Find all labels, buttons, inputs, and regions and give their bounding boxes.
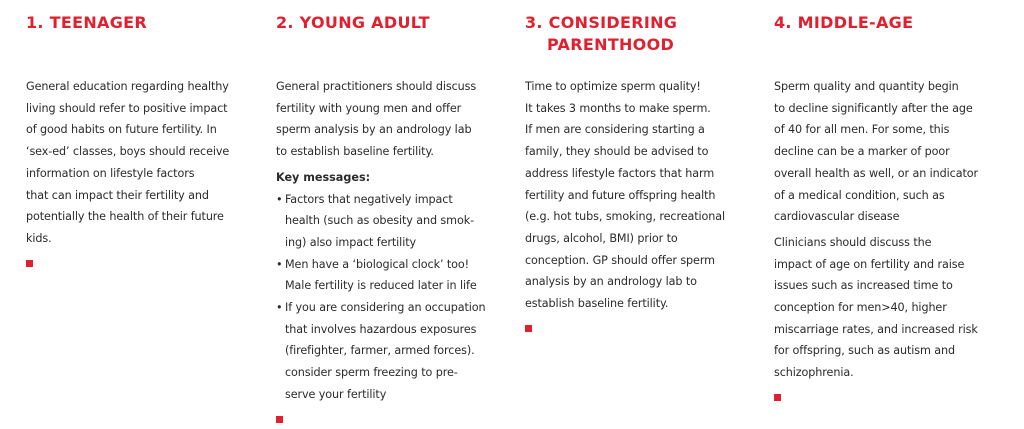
section-body: Time to optimize sperm quality! It takes 3 months to make sperm. If men are considering starting a family, they should be advised to address lifestyle factors that harm fertility and future offspring health (e.g. hot tubs, smoking, recreational drugs, alcohol, BMI) prior to conception. GP should offer sperm analysis by an andrology lab to establish baseline fertility. [525,80,726,311]
key-messages-heading: Key messages: [276,170,371,184]
bullet-icon: • [276,257,283,271]
list-item-text: Factors that negatively impact health (such as obesity and smok- ing) also impact fertility [285,192,475,249]
section-body: General practitioners should discuss fertility with young men and offer sperm analysis by an andrology lab to establish baseline fertility. [276,80,477,159]
section-title: 4. MIDDLE-AGE [774,13,914,32]
end-marker-square [26,260,33,267]
section-title: 1. TEENAGER [26,13,148,32]
section-body: Sperm quality and quantity begin to decline significantly after the age of 40 for all men. For some, this decline can be a marker of poor overall health as well, or an indicator of a medical condition, such as cardiovascular disease [774,80,978,224]
list-item [276,297,504,406]
section-title-line-1: 3. CONSIDERING [525,13,678,32]
section-body: General education regarding healthy living should refer to positive impact of good habits on future fertility. In ‘sex-ed’ classes, boys should receive information on lifestyle factors that can impact their fertility and potentially the health of their future kids. [26,80,230,245]
end-marker-square [525,325,532,332]
list-item [276,254,504,297]
column-considering-parenthood [525,12,753,332]
key-messages-list [276,189,504,406]
section-title [525,12,753,62]
column-young-adult [276,12,504,423]
bullet-icon: • [276,301,283,315]
list-item-text: If you are considering an occupation that involves hazardous exposures (firefighter, farmer, armed forces). consider sperm freezing to pre- serve your fertility [285,301,486,401]
section-title: 2. YOUNG ADULT [276,13,430,32]
end-marker-square [774,394,781,401]
section-body-2: Clinicians should discuss the impact of age on fertility and raise issues such as increased time to conception for men>40, higher miscarriage rates, and increased risk for offspring, such as autism and schizophrenia. [774,235,978,380]
section-title-line-2: PARENTHOOD [547,35,675,54]
bullet-icon: • [276,192,283,206]
end-marker-square [276,416,283,423]
column-teenager [26,12,254,267]
list-item [276,189,504,254]
column-middle-age [774,12,1002,401]
list-item-text: Men have a ‘biological clock’ too! Male fertility is reduced later in life [285,257,477,293]
